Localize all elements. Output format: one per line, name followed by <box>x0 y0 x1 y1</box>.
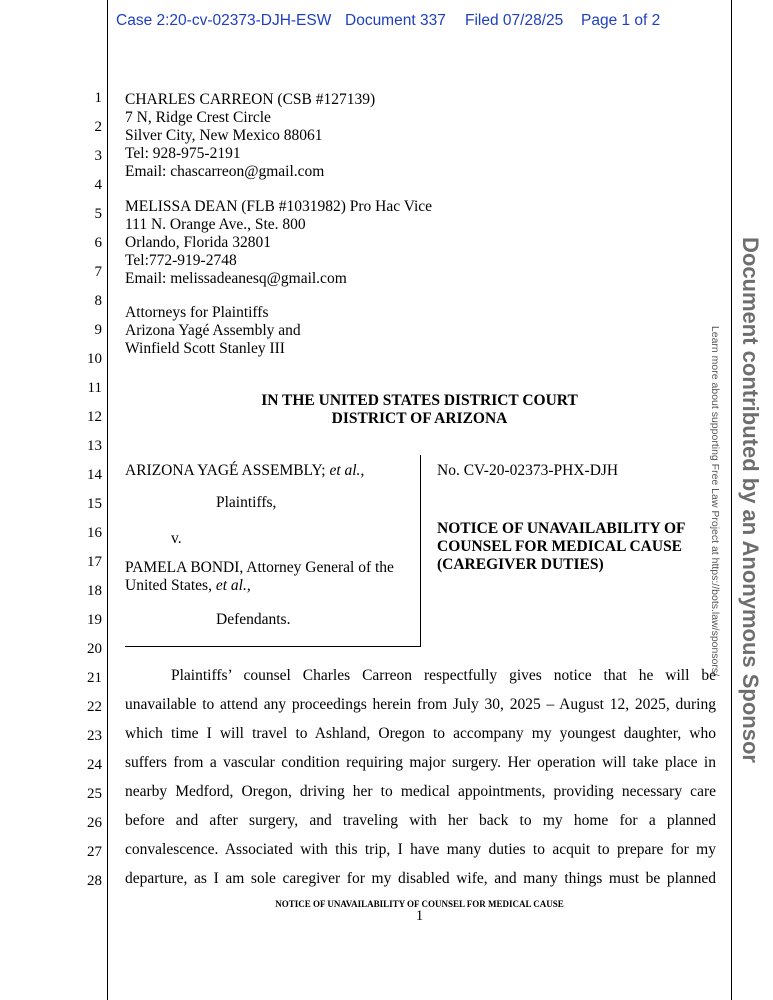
attorney-name: MELISSA DEAN (FLB #1031982) Pro Hac Vice <box>125 198 433 215</box>
defendant-party: PAMELA BONDI, Attorney General of the <box>125 559 394 576</box>
line-number: 13 <box>87 438 102 454</box>
client-name: Arizona Yagé Assembly and <box>125 322 301 339</box>
line-number: 19 <box>87 612 102 628</box>
body-line: Plaintiffs’ counsel Charles Carreon respectfully gives notice that he will be <box>171 667 716 684</box>
attorney-tel: Tel:772-919-2748 <box>125 252 237 269</box>
line-number: 18 <box>87 583 102 599</box>
ecf-case-number: Case 2:20-cv-02373-DJH-ESW <box>116 12 332 29</box>
line-number: 23 <box>87 728 102 744</box>
document-title-line2: COUNSEL FOR MEDICAL CAUSE <box>437 538 683 555</box>
attorney-email: Email: melissadeanesq@gmail.com <box>125 270 347 287</box>
line-number: 17 <box>87 554 102 570</box>
ecf-filed-date: Filed 07/28/25 <box>465 12 564 29</box>
body-line: unavailable to attend any proceedings herein from July 30, 2025 – August 12, 2025, during <box>125 696 716 713</box>
body-line: which time I will travel to Ashland, Oregon to accompany my youngest daughter, who <box>125 725 716 742</box>
attorney-city: Silver City, New Mexico 88061 <box>125 127 323 144</box>
line-number: 28 <box>87 873 102 889</box>
ecf-document-number: Document 337 <box>345 12 446 29</box>
line-number: 6 <box>94 235 102 251</box>
line-number: 14 <box>87 467 102 483</box>
line-number: 21 <box>87 670 102 686</box>
line-number: 7 <box>94 264 102 280</box>
line-number: 12 <box>87 409 102 425</box>
attorney-street: 7 N, Ridge Crest Circle <box>125 109 271 126</box>
line-number: 20 <box>87 641 102 657</box>
plaintiffs-label: Plaintiffs, <box>216 494 277 511</box>
line-number: 16 <box>87 525 102 541</box>
attorney-tel: Tel: 928-975-2191 <box>125 145 241 162</box>
body-line: nearby Medford, Oregon, driving her to medical appointments, providing necessary care <box>125 783 716 800</box>
line-number: 15 <box>87 496 102 512</box>
line-number: 26 <box>87 815 102 831</box>
line-number: 1 <box>94 90 102 106</box>
line-number: 9 <box>94 322 102 338</box>
line-number: 25 <box>87 786 102 802</box>
document-title: NOTICE OF UNAVAILABILITY OF <box>437 520 686 537</box>
attorney-name: CHARLES CARREON (CSB #127139) <box>125 91 376 108</box>
line-number: 24 <box>87 757 102 773</box>
defendant-party-cont: United States, et al., <box>125 577 251 594</box>
line-number: 22 <box>87 699 102 715</box>
caption-divider-vertical <box>420 455 421 647</box>
client-name: Winfield Scott Stanley III <box>125 340 285 357</box>
sponsor-link-text[interactable]: Learn more about supporting Free Law Project at https://bots.law/sponsors/ <box>709 325 721 677</box>
attorney-street: 111 N. Orange Ave., Ste. 800 <box>125 216 306 233</box>
line-number: 11 <box>87 380 102 396</box>
caption-divider-horizontal <box>125 646 421 647</box>
line-number: 5 <box>94 206 102 222</box>
body-line: before and after surgery, and traveling with her back to my home for a planned <box>125 812 716 829</box>
court-name: IN THE UNITED STATES DISTRICT COURT <box>261 392 578 409</box>
plaintiff-party: ARIZONA YAGÉ ASSEMBLY; et al., <box>125 462 365 479</box>
left-margin-rule <box>107 0 108 1000</box>
attorneys-for-label: Attorneys for Plaintiffs <box>125 304 269 321</box>
line-number: 8 <box>94 293 102 309</box>
defendants-label: Defendants. <box>216 611 291 628</box>
body-line: suffers from a vascular condition requiring major surgery. Her operation will take place in <box>125 754 716 771</box>
footer-title: NOTICE OF UNAVAILABILITY OF COUNSEL FOR MEDICAL CAUSE <box>275 899 564 909</box>
court-district: DISTRICT OF ARIZONA <box>331 410 508 427</box>
line-number: 2 <box>94 119 102 135</box>
line-number: 27 <box>87 844 102 860</box>
body-line: convalescence. Associated with this trip, I have many duties to acquit to prepare for my <box>125 841 716 858</box>
line-number: 4 <box>94 177 102 193</box>
sponsor-watermark: Document contributed by an Anonymous Sponsor <box>738 237 763 763</box>
line-number: 10 <box>87 351 102 367</box>
ecf-page-count: Page 1 of 2 <box>581 12 661 29</box>
case-number: No. CV-20-02373-PHX-DJH <box>437 462 619 479</box>
line-number: 3 <box>94 148 102 164</box>
body-line: departure, as I am sole caregiver for my disabled wife, and many things must be planned <box>125 870 716 887</box>
document-title-line3: (CAREGIVER DUTIES) <box>437 556 604 573</box>
attorney-email: Email: chascarreon@gmail.com <box>125 163 325 180</box>
versus-label: v. <box>171 530 182 547</box>
attorney-city: Orlando, Florida 32801 <box>125 234 271 251</box>
page-number: 1 <box>415 908 424 924</box>
right-margin-rule <box>731 0 732 1000</box>
